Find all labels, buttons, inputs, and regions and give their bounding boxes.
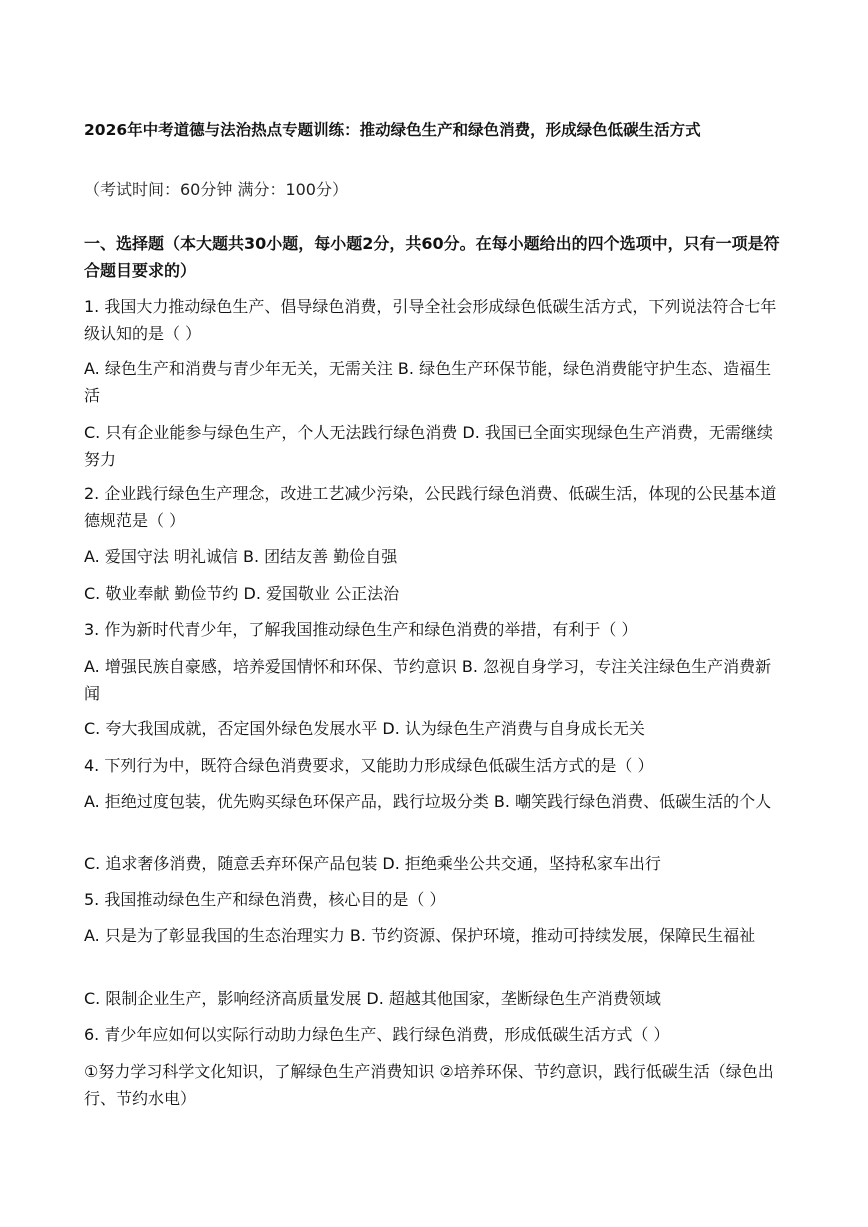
question-3-stem: 3. 作为新时代青少年，了解我国推动绿色生产和绿色消费的举措，有利于（ ） — [84, 620, 638, 639]
question-1-options-cd: C. 只有企业能参与绿色生产，个人无法践行绿色消费 D. 我国已全面实现绿色生产消费，无需继续努力 — [84, 423, 773, 469]
question-5-options-ab: A. 只是为了彰显我国的生态治理实力 B. 节约资源、保护环境，推动可持续发展，保障民生福祉 — [84, 926, 756, 945]
question-4-options-cd: C. 追求奢侈消费，随意丢弃环保产品包装 D. 拒绝乘坐公共交通，坚持私家车出行 — [84, 854, 661, 873]
question-4-stem: 4. 下列行为中，既符合绿色消费要求，又能助力形成绿色低碳生活方式的是（ ） — [84, 756, 654, 775]
question-1-stem: 1. 我国大力推动绿色生产、倡导绿色消费，引导全社会形成绿色低碳生活方式，下列说法符合七年级认知的是（ ） — [84, 297, 777, 343]
exam-info: （考试时间：60分钟 满分：100分） — [84, 180, 348, 199]
question-1-options-ab: A. 绿色生产和消费与青少年无关，无需关注 B. 绿色生产环保节能，绿色消费能守护生态、造福生活 — [84, 359, 772, 405]
question-5-options-cd: C. 限制企业生产，影响经济高质量发展 D. 超越其他国家，垄断绿色生产消费领域 — [84, 989, 661, 1008]
question-6-stem: 6. 青少年应如何以实际行动助力绿色生产、践行绿色消费，形成低碳生活方式（ ） — [84, 1025, 670, 1044]
section-heading: 一、选择题（本大题共30小题，每小题2分，共60分。在每小题给出的四个选项中，只有一项是符合题目要求的） — [84, 234, 780, 280]
question-5-stem: 5. 我国推动绿色生产和绿色消费，核心目的是（ ） — [84, 890, 446, 909]
question-2-stem: 2. 企业践行绿色生产理念，改进工艺减少污染，公民践行绿色消费、低碳生活，体现的公民基本道德规范是（ ） — [84, 484, 777, 530]
question-3-options-cd: C. 夸大我国成就，否定国外绿色发展水平 D. 认为绿色生产消费与自身成长无关 — [84, 719, 645, 738]
question-2-options-ab: A. 爱国守法 明礼诚信 B. 团结友善 勤俭自强 — [84, 547, 398, 566]
question-2-options-cd: C. 敬业奉献 勤俭节约 D. 爱国敬业 公正法治 — [84, 584, 400, 603]
question-4-options-ab: A. 拒绝过度包装，优先购买绿色环保产品，践行垃圾分类 B. 嘲笑践行绿色消费、低碳生活的个人 — [84, 792, 772, 811]
question-3-options-ab: A. 增强民族自豪感，培养爱国情怀和环保、节约意识 B. 忽视自身学习，专注关注绿色生产消费新闻 — [84, 657, 772, 703]
question-6-options-12: ①努力学习科学文化知识，了解绿色生产消费知识 ②培养环保、节约意识，践行低碳生活（绿色出行、节约水电） — [84, 1062, 774, 1108]
page-title: 2026年中考道德与法治热点专题训练：推动绿色生产和绿色消费，形成绿色低碳生活方式 — [84, 121, 701, 139]
